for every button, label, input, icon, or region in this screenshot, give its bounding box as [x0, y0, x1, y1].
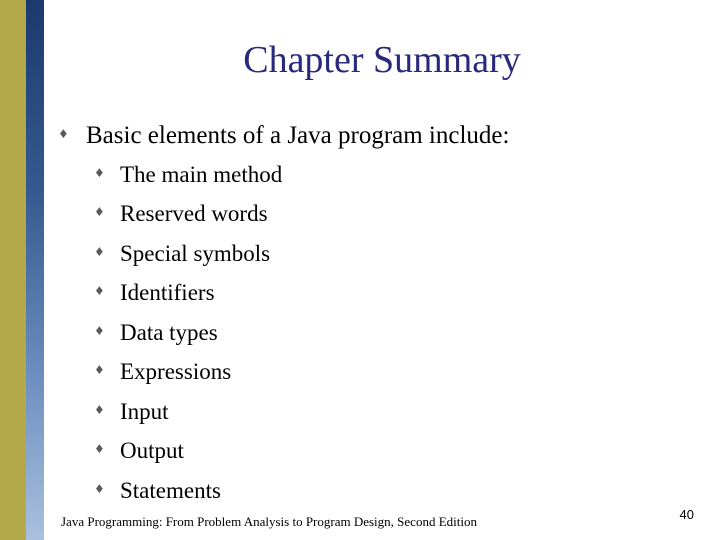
slide-title: Chapter Summary [243, 39, 521, 81]
sub-bullet-item [94, 156, 282, 195]
left-blue-stripe [26, 0, 44, 540]
main-bullet [58, 119, 509, 154]
sub-bullet-item [94, 235, 282, 274]
diamond-bullet-icon: ♦ [94, 284, 105, 299]
sub-bullet-text: Output [120, 438, 184, 464]
sub-bullet-item [94, 393, 282, 432]
sub-bullet-item [94, 314, 282, 353]
sub-bullet-item [94, 274, 282, 313]
sub-bullet-list [94, 156, 282, 511]
sub-bullet-text: Data types [120, 319, 218, 345]
sub-bullet-item [94, 432, 282, 471]
diamond-bullet-icon: ♦ [94, 165, 105, 180]
sub-bullet-text: Identifiers [120, 280, 215, 306]
sub-bullet-text: Special symbols [120, 240, 271, 266]
diamond-bullet-icon: ♦ [94, 323, 105, 338]
diamond-bullet-icon: ♦ [94, 402, 105, 417]
diamond-bullet-icon: ♦ [58, 127, 69, 142]
diamond-bullet-icon: ♦ [94, 363, 105, 378]
slide-footer: Java Programming: From Problem Analysis to Program Design, Second Edition [61, 514, 477, 529]
sub-bullet-text: Input [120, 398, 169, 424]
sub-bullet-text: Expressions [120, 359, 232, 385]
sub-bullet-item [94, 472, 282, 511]
sub-bullet-item [94, 353, 282, 392]
diamond-bullet-icon: ♦ [94, 442, 105, 457]
diamond-bullet-icon: ♦ [94, 205, 105, 220]
sub-bullet-item [94, 195, 282, 234]
main-bullet-text: Basic elements of a Java program include: [86, 122, 510, 149]
sub-bullet-text: Reserved words [120, 201, 268, 227]
left-gold-stripe [0, 0, 26, 540]
sub-bullet-text: The main method [120, 162, 283, 187]
page-number: 40 [679, 507, 694, 522]
diamond-bullet-icon: ♦ [94, 244, 105, 259]
diamond-bullet-icon: ♦ [94, 481, 105, 496]
sub-bullet-text: Statements [120, 477, 221, 503]
